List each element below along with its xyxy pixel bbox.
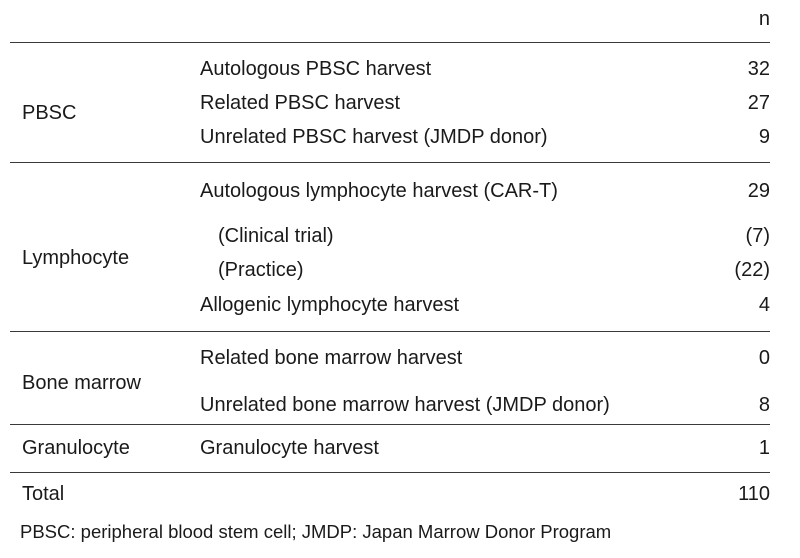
row-value: 29: [747, 180, 770, 202]
category-granulocyte: Granulocyte: [22, 437, 130, 459]
row-value: 27: [747, 92, 770, 114]
row-value: 9: [758, 126, 770, 148]
row-label: (Clinical trial): [218, 225, 334, 247]
row-value: 1: [758, 437, 770, 459]
header-rule: [10, 42, 770, 43]
row-value: 4: [758, 294, 770, 316]
row-label: Autologous PBSC harvest: [200, 58, 432, 80]
column-header-n: n: [758, 8, 770, 30]
total-label: Total: [22, 483, 65, 505]
row-value: (22): [734, 259, 770, 281]
group-divider: [10, 162, 770, 163]
group-divider: [10, 424, 770, 425]
row-label: Allogenic lymphocyte harvest: [200, 294, 460, 316]
category-pbsc: PBSC: [22, 102, 77, 124]
category-lymphocyte: Lymphocyte: [22, 247, 130, 269]
total-value: 110: [738, 483, 770, 505]
row-label: Unrelated bone marrow harvest (JMDP donor): [200, 394, 610, 416]
row-label: Related PBSC harvest: [200, 92, 401, 114]
row-label: Related bone marrow harvest: [200, 347, 463, 369]
row-value: (7): [745, 225, 770, 247]
row-label: Granulocyte harvest: [200, 437, 379, 459]
total-rule: [10, 472, 770, 473]
category-bone-marrow: Bone marrow: [22, 372, 141, 394]
row-label: Autologous lymphocyte harvest (CAR-T): [200, 180, 558, 202]
row-value: 0: [758, 347, 770, 369]
row-value: 32: [747, 58, 770, 80]
table-footnote: PBSC: peripheral blood stem cell; JMDP: Japan Marrow Donor Program: [20, 521, 612, 542]
row-label: (Practice): [218, 259, 304, 281]
row-label: Unrelated PBSC harvest (JMDP donor): [200, 126, 548, 148]
row-value: 8: [758, 394, 770, 416]
group-divider: [10, 331, 770, 332]
